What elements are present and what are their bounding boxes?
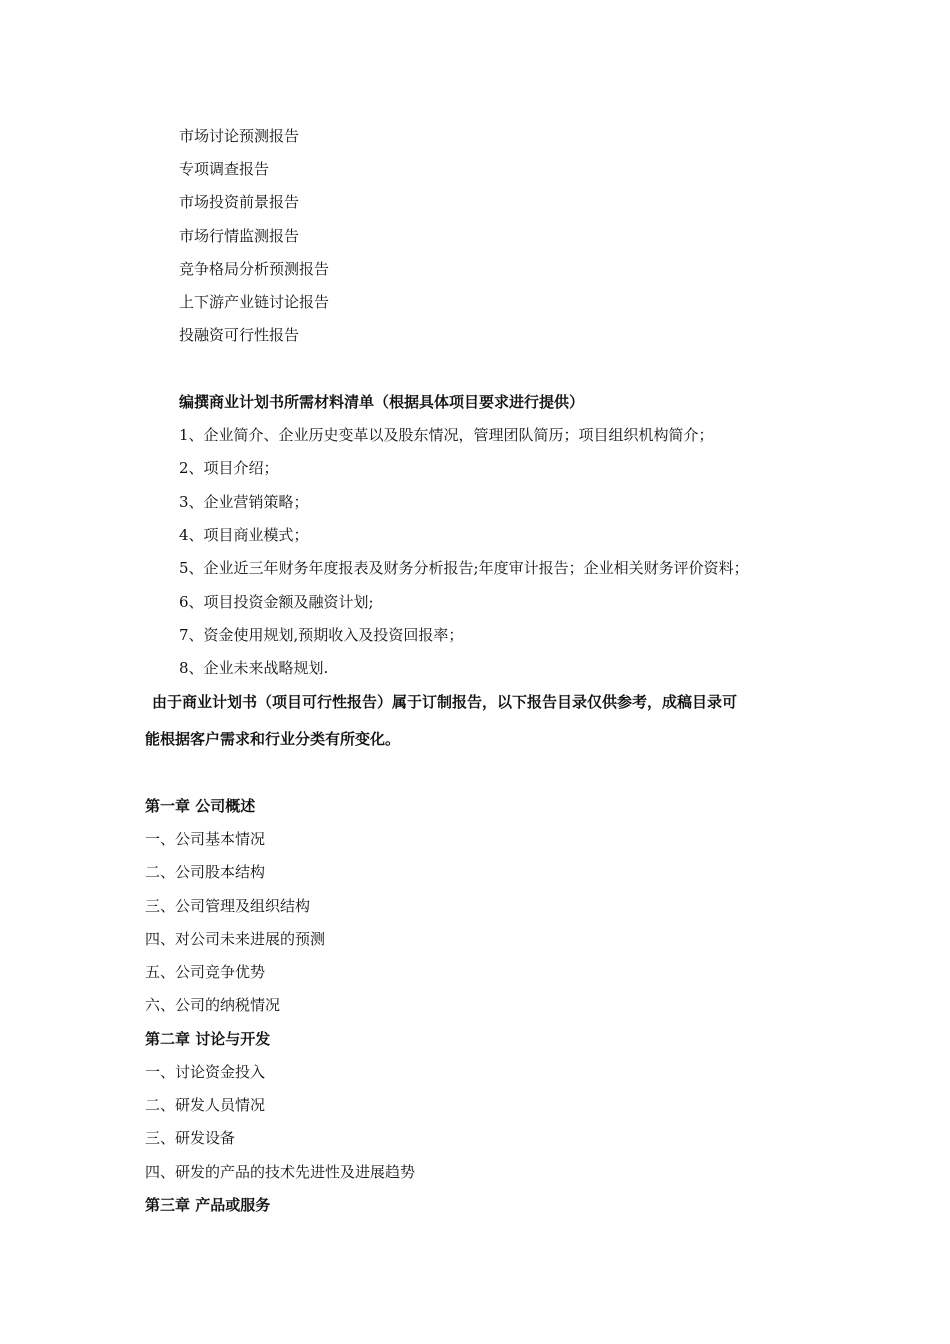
report-type-item: 市场讨论预测报告: [179, 127, 300, 145]
report-type-item: 竞争格局分析预测报告: [179, 260, 330, 278]
chapter-title: 第三章 产品或服务: [145, 1196, 271, 1214]
materials-item: 5、企业近三年财务年度报表及财务分析报告;年度审计报告；企业相关财务评价资料；: [179, 559, 749, 577]
chapter-item: 一、讨论资金投入: [145, 1063, 266, 1081]
materials-item: 8、企业未来战略规划.: [179, 659, 329, 677]
chapter-title: 第二章 讨论与开发: [145, 1030, 271, 1048]
chapter-item: 二、公司股本结构: [145, 863, 266, 881]
chapter-item: 六、公司的纳税情况: [145, 996, 281, 1014]
report-type-item: 市场投资前景报告: [179, 193, 300, 211]
note-paragraph-line: 由于商业计划书（项目可行性报告）属于订制报告，以下报告目录仅供参考，成稿目录可: [152, 693, 738, 711]
report-type-item: 市场行情监测报告: [179, 227, 300, 245]
chapter-item: 三、研发设备: [145, 1129, 236, 1147]
materials-item: 1、企业简介、企业历史变革以及股东情况，管理团队简历；项目组织机构简介；: [179, 426, 714, 444]
chapter-item: 四、对公司未来进展的预测: [145, 930, 326, 948]
chapter-item: 五、公司竞争优势: [145, 963, 266, 981]
chapter-item: 四、研发的产品的技术先进性及进展趋势: [145, 1163, 416, 1181]
materials-title: 编撰商业计划书所需材料清单（根据具体项目要求进行提供）: [179, 393, 585, 411]
materials-item: 2、项目介绍；: [179, 459, 279, 477]
materials-item: 6、项目投资金额及融资计划;: [179, 593, 374, 611]
materials-item: 3、企业营销策略；: [179, 493, 309, 511]
materials-item: 7、资金使用规划,预期收入及投资回报率；: [179, 626, 464, 644]
chapter-title: 第一章 公司概述: [145, 797, 256, 815]
chapter-item: 三、公司管理及组织结构: [145, 897, 311, 915]
chapter-item: 二、研发人员情况: [145, 1096, 266, 1114]
chapter-item: 一、公司基本情况: [145, 830, 266, 848]
report-type-item: 投融资可行性报告: [179, 326, 300, 344]
note-paragraph-line: 能根据客户需求和行业分类有所变化。: [145, 730, 401, 748]
report-type-item: 专项调查报告: [179, 160, 270, 178]
report-type-item: 上下游产业链讨论报告: [179, 293, 330, 311]
materials-item: 4、项目商业模式；: [179, 526, 309, 544]
